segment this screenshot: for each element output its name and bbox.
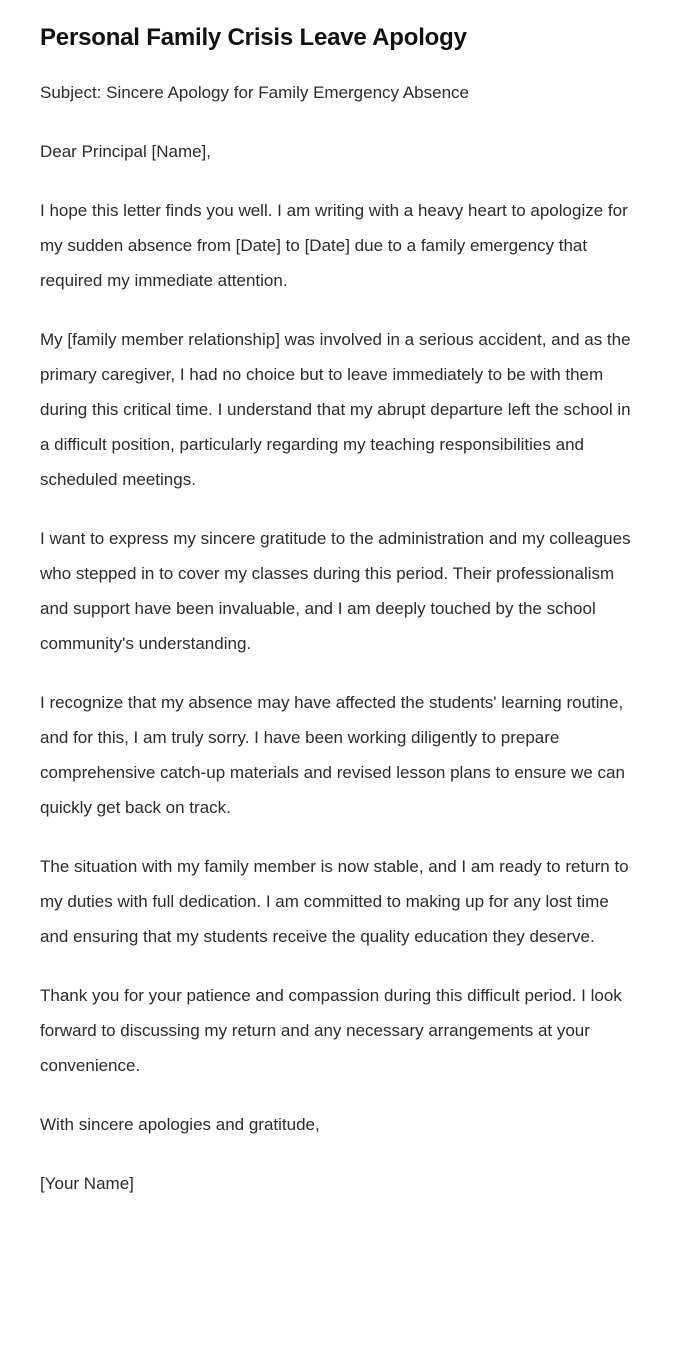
paragraph-signature: [Your Name] (40, 1174, 134, 1194)
page-title: Personal Family Crisis Leave Apology (40, 24, 467, 51)
paragraph-closing: With sincere apologies and gratitude, (40, 1115, 320, 1135)
paragraph-body-1: I hope this letter finds you well. I am writing with a heavy heart to apologize for my sudden absence from [Date] to [Date] due to a family emergency that required my immediate attention. (40, 201, 628, 291)
paragraph-body-3: I want to express my sincere gratitude to the administration and my colleagues who stepped in to cover my classes during this period. Their professionalism and support have been invaluable, and I am deeply touched by the school community's understanding. (40, 529, 631, 654)
paragraph-body-4: I recognize that my absence may have affected the students' learning routine, and for this, I am truly sorry. I have been working diligently to prepare comprehensive catch-up materials and revised lesson plans to ensure we can quickly get back on track. (40, 693, 625, 818)
paragraph-body-6: Thank you for your patience and compassion during this difficult period. I look forward to discussing my return and any necessary arrangements at your convenience. (40, 986, 622, 1076)
paragraph-salutation: Dear Principal [Name], (40, 142, 212, 162)
paragraph-subject: Subject: Sincere Apology for Family Emergency Absence (40, 83, 469, 103)
paragraph-body-5: The situation with my family member is now stable, and I am ready to return to my duties with full dedication. I am committed to making up for any lost time and ensuring that my students receive the quality education they deserve. (40, 857, 629, 947)
paragraph-body-2: My [family member relationship] was involved in a serious accident, and as the primary caregiver, I had no choice but to leave immediately to be with them during this critical time. I understand that my abrupt departure left the school in a difficult position, particularly regarding my teaching responsibilities and scheduled meetings. (40, 330, 631, 490)
